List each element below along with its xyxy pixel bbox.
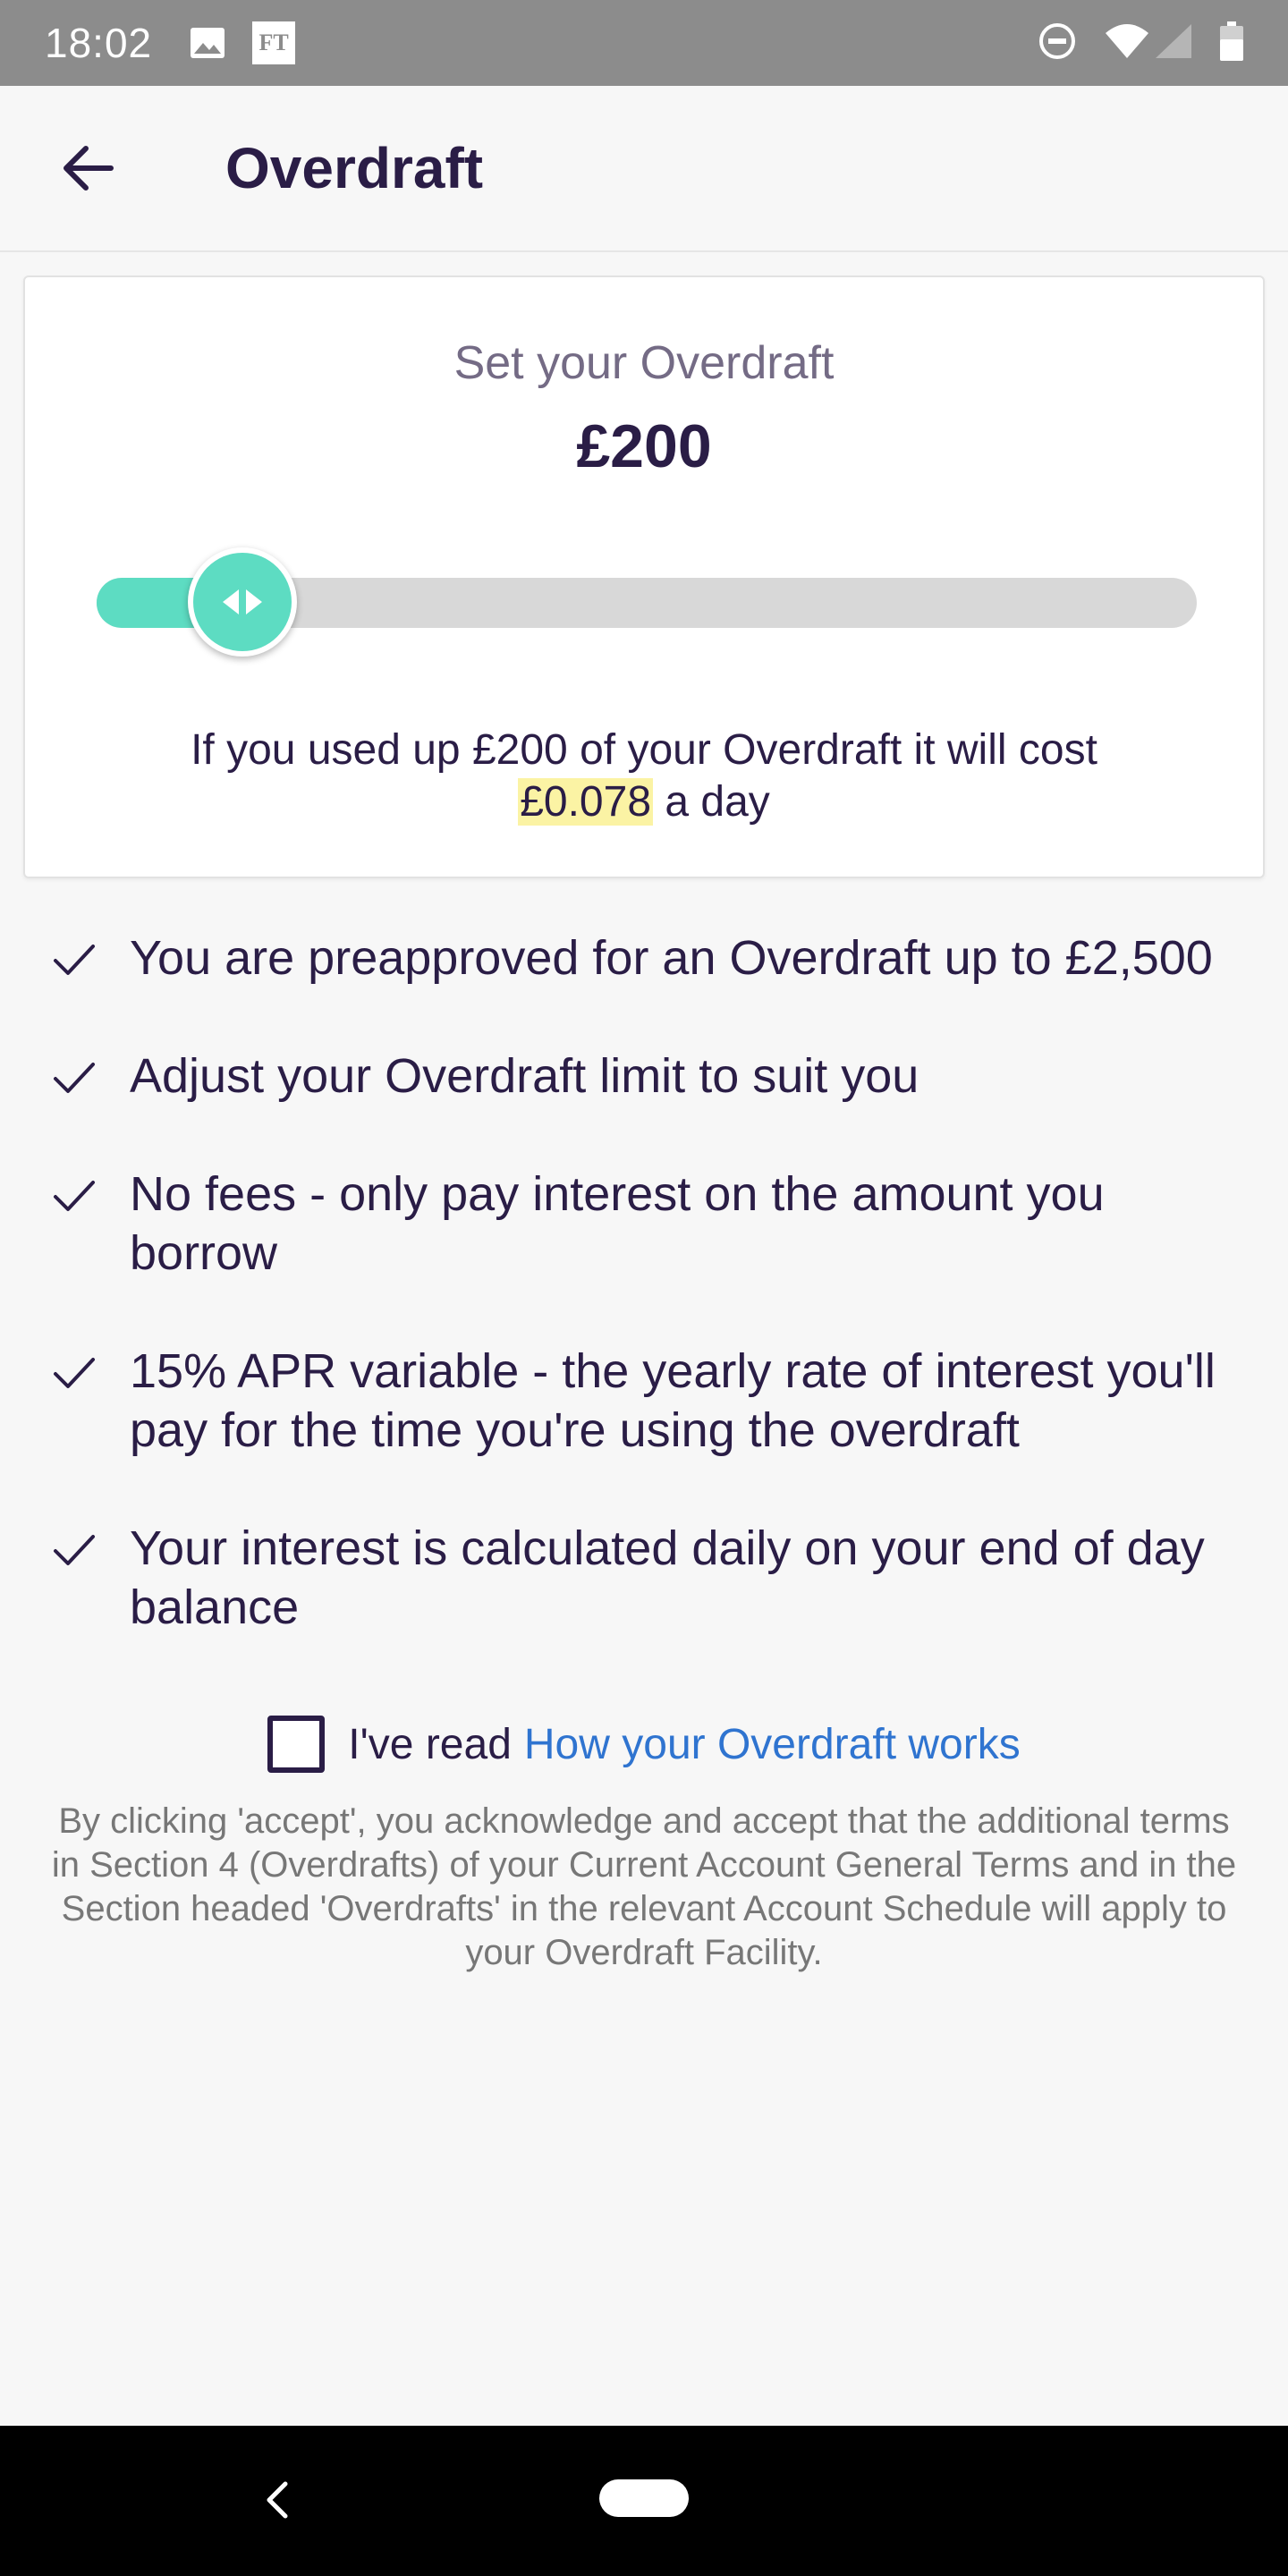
- agreement-text: I've read: [348, 1720, 512, 1768]
- wifi-icon: [1104, 22, 1150, 64]
- cost-prefix: If you used up £200 of your Overdraft it will cost: [191, 726, 1097, 774]
- cost-value: £0.078: [520, 778, 652, 826]
- drag-arrows-icon: [217, 586, 267, 618]
- list-item-text: Your interest is calculated daily on your end of day balance: [130, 1521, 1205, 1634]
- check-icon: [52, 1179, 97, 1215]
- check-icon: [52, 1356, 97, 1392]
- back-button[interactable]: [34, 114, 141, 222]
- chevron-left-icon: [264, 2480, 291, 2520]
- check-icon: [52, 1061, 97, 1097]
- status-time: 18:02: [45, 20, 153, 66]
- check-icon: [52, 943, 97, 979]
- terms-text: By clicking 'accept', you acknowledge and accept that the additional terms in Section 4 (Overdrafts) of your Current Account General Terms and in the Section headed 'Overdrafts' in the relevant Account Schedule will apply to your Overdraft Facility.: [51, 1801, 1237, 1972]
- status-bar: [0, 0, 1288, 86]
- ft-icon: FT: [252, 21, 295, 64]
- nav-home-button[interactable]: [599, 2479, 689, 2517]
- list-item: [0, 1519, 1288, 1637]
- cost-suffix: a day: [665, 778, 770, 826]
- list-item: [0, 928, 1288, 987]
- list-item-text: 15% APR variable - the yearly rate of interest you'll pay for the time you're using the overdraft: [130, 1344, 1216, 1457]
- agreement-row: [0, 1716, 1288, 1773]
- list-item: [0, 1165, 1288, 1283]
- app-bar: [0, 86, 1288, 252]
- overdraft-label: Set your Overdraft: [453, 337, 835, 389]
- list-item-text: You are preapproved for an Overdraft up to £2,500: [130, 931, 1213, 985]
- check-icon: [52, 1533, 97, 1569]
- agreement-checkbox[interactable]: [267, 1716, 325, 1773]
- status-icons: [1038, 21, 1243, 65]
- cost-text: [79, 724, 1209, 828]
- nav-back-button[interactable]: [259, 2470, 295, 2529]
- list-item-text: Adjust your Overdraft limit to suit you: [130, 1049, 919, 1103]
- page-title: Overdraft: [225, 136, 484, 200]
- dnd-icon: [1038, 21, 1077, 65]
- list-item-text: No fees - only pay interest on the amount you borrow: [130, 1167, 1105, 1280]
- list-item: [0, 1342, 1288, 1460]
- signal-icon: [1154, 22, 1193, 64]
- image-icon: [188, 23, 227, 63]
- list-item: [0, 1046, 1288, 1106]
- slider-handle-inner: [193, 553, 292, 651]
- battery-icon: [1220, 21, 1243, 65]
- overdraft-card: [23, 275, 1265, 878]
- arrow-left-icon: [61, 145, 114, 191]
- system-nav-bar: [0, 2426, 1288, 2576]
- how-overdraft-works-link[interactable]: How your Overdraft works: [523, 1720, 1021, 1768]
- slider-handle[interactable]: [188, 547, 297, 657]
- overdraft-amount: £200: [576, 412, 712, 480]
